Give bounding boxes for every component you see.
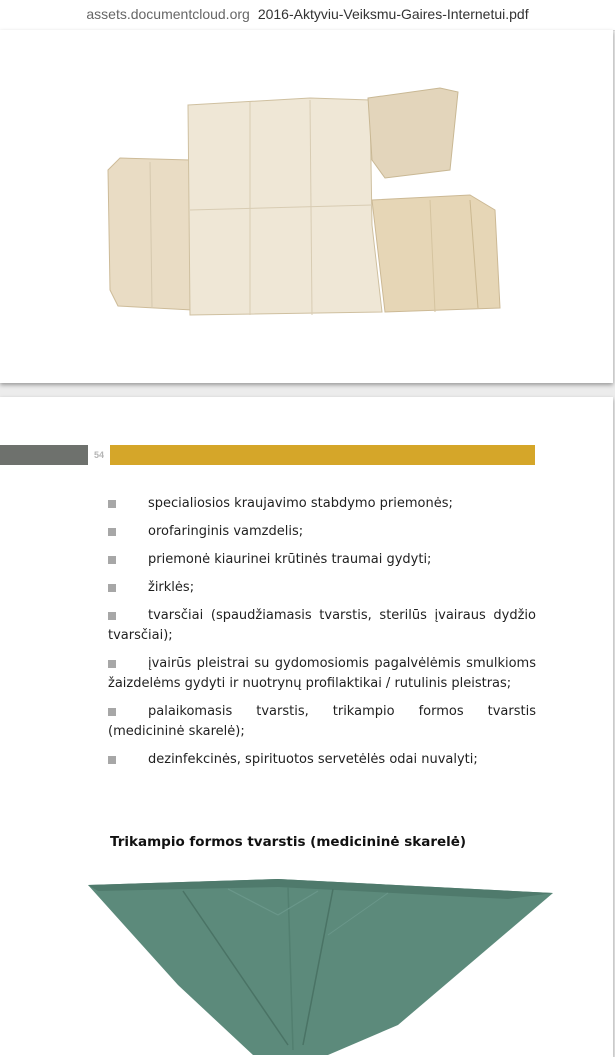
bullet-icon xyxy=(108,612,116,620)
document-title xyxy=(0,6,615,22)
list-item: žirklės; xyxy=(108,578,536,598)
page-number: 54 xyxy=(93,450,104,460)
pdf-page-current xyxy=(0,397,613,1057)
bullet-icon xyxy=(108,708,116,716)
list-item: tvarsčiai (spaudžiamasis tvarstis, sterilūs įvairaus dydžio tvarsčiai); xyxy=(108,608,536,643)
list-item: orofaringinis vamzdelis; xyxy=(108,522,536,542)
document-filename: 2016-Aktyviu-Veiksmu-Gaires-Internetui.pdf xyxy=(257,6,529,22)
document-host: assets.documentcloud.org xyxy=(86,6,250,22)
list-item: specialiosios kraujavimo stabdymo priemonės; xyxy=(108,494,536,514)
bullet-icon xyxy=(108,756,116,764)
list-item: palaikomasis tvarstis, trikampio formos tvarstis (medicininė skarelė); xyxy=(108,704,536,739)
pdf-viewer-titlebar xyxy=(0,0,615,31)
bullet-icon xyxy=(108,528,116,536)
pdf-page-previous xyxy=(0,30,613,383)
list-item: įvairūs pleistrai su gydomosiomis pagalvėlėmis smulkioms žaizdelėms gydyti ir nuotrynų profilaktikai / rutulinis pleistras; xyxy=(108,656,536,691)
bullet-icon xyxy=(108,556,116,564)
bullet-icon xyxy=(108,660,116,668)
list-item: dezinfekcinės, spirituotos servetėlės odai nuvalyti; xyxy=(108,750,536,770)
equipment-list xyxy=(108,494,536,778)
bullet-icon xyxy=(108,500,116,508)
header-bar-left xyxy=(0,445,88,465)
bullet-icon xyxy=(108,584,116,592)
bandage-photo xyxy=(100,50,510,330)
list-item: priemonė kiaurinei krūtinės traumai gydyti; xyxy=(108,550,536,570)
section-subtitle: Trikampio formos tvarstis (medicininė skarelė) xyxy=(110,834,467,850)
triangular-bandage-photo xyxy=(88,875,558,1055)
header-bar-right xyxy=(110,445,535,465)
